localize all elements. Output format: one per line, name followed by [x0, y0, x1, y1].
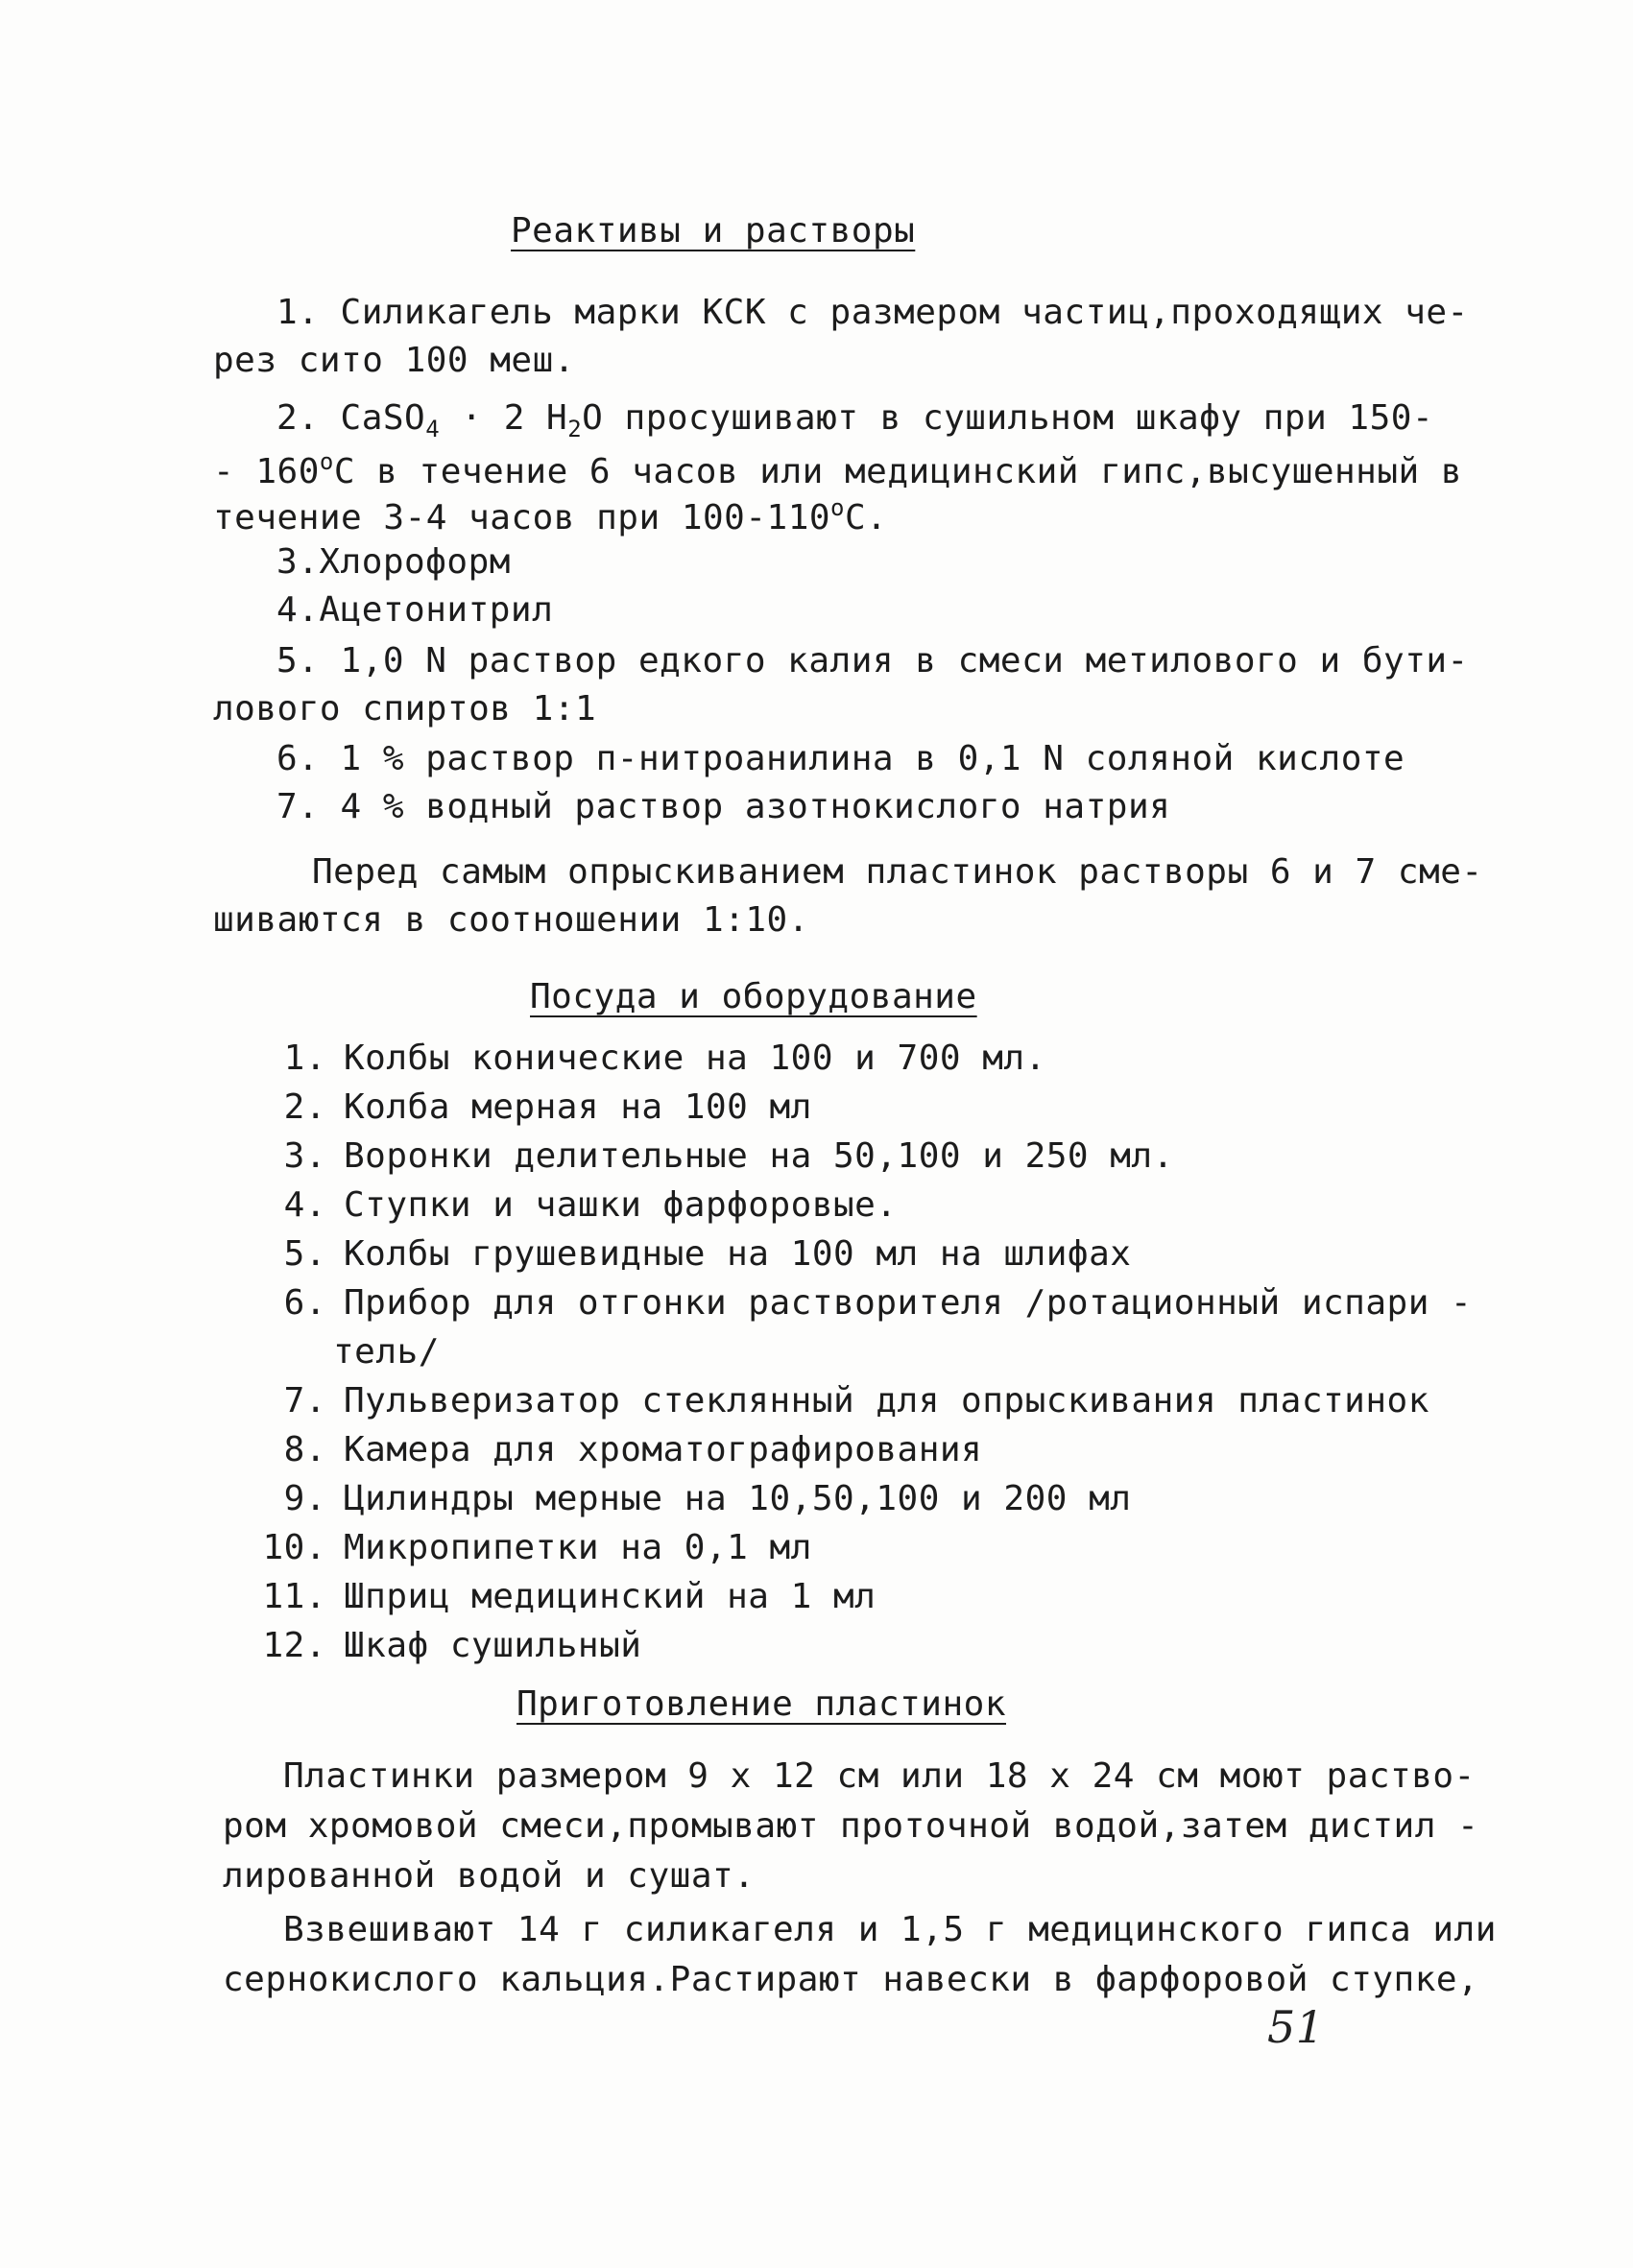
- equipment-item-text: Шкаф сушильный: [344, 1626, 642, 1665]
- reagent-item-5-line-2: лового спиртов 1:1: [213, 689, 597, 728]
- equipment-item: [240, 1039, 1046, 1078]
- equipment-item: [240, 1136, 1174, 1176]
- equipment-item-number: 7.: [283, 1381, 326, 1420]
- equipment-item: [240, 1479, 1131, 1518]
- equipment-item-number: 5.: [283, 1234, 326, 1274]
- reagent-item-2-text: O просушивают в сушильном шкафу при 150-: [582, 398, 1434, 438]
- formula-water: · 2 H: [440, 398, 568, 438]
- page-number: 51: [1267, 2001, 1325, 2053]
- equipment-item-text: Прибор для отгонки растворителя /ротационный испари -: [344, 1283, 1473, 1323]
- degree-sign: o: [319, 448, 334, 475]
- equipment-item-text: Цилиндры мерные на 10,50,100 и 200 мл: [344, 1479, 1132, 1518]
- reagent-item-5-line-1: 5. 1,0 N раствор едкого калия в смеси метилового и бути-: [276, 641, 1469, 680]
- reagent-item-2-text: С.: [845, 498, 888, 537]
- reagent-item-2-line-2: [213, 448, 1462, 491]
- equipment-item: [240, 1283, 1472, 1323]
- equipment-item: [240, 1577, 876, 1616]
- equipment-item-number: 4.: [283, 1185, 326, 1225]
- equipment-item: [240, 1626, 641, 1665]
- equipment-item: [240, 1185, 898, 1225]
- equipment-item-text: тель/: [333, 1332, 440, 1372]
- equipment-item-text: Микропипетки на 0,1 мл: [344, 1528, 812, 1567]
- reagent-item-4: 4.Ацетонитрил: [276, 590, 554, 630]
- equipment-item: [240, 1087, 812, 1127]
- equipment-item-number: 3.: [283, 1136, 326, 1176]
- equipment-item-text: Камера для хроматографирования: [344, 1430, 983, 1469]
- reagent-item-2-line-3: [213, 494, 887, 537]
- equipment-item-number: 10.: [262, 1528, 326, 1567]
- note-line-2: шиваются в соотношении 1:10.: [213, 900, 809, 940]
- reagent-item-2-text: течение 3-4 часов при 100-110: [213, 498, 831, 537]
- paragraph-2-line-2: сернокислого кальция.Растирают навески в фарфоровой ступке,: [223, 1960, 1479, 1999]
- equipment-item-text: Колбы конические на 100 и 700 мл.: [344, 1039, 1046, 1078]
- formula-caso4: 2. CaSO: [276, 398, 426, 438]
- equipment-item-number: 8.: [283, 1430, 326, 1469]
- reagent-item-2-line-1: [276, 398, 1433, 442]
- equipment-item: [240, 1234, 1131, 1274]
- subscript: 2: [567, 416, 583, 442]
- section-title-equipment: Посуда и оборудование: [530, 977, 977, 1016]
- reagent-item-1-line-1: 1. Силикагель марки КСК с размером частиц,проходящих че-: [276, 293, 1469, 332]
- reagent-item-3: 3.Хлороформ: [276, 542, 511, 582]
- degree-sign: o: [830, 494, 845, 521]
- equipment-item: [240, 1528, 812, 1567]
- note-line-1: Перед самым опрыскиванием пластинок растворы 6 и 7 сме-: [312, 852, 1483, 892]
- reagent-item-1-line-2: рез сито 100 меш.: [213, 341, 575, 380]
- equipment-item: [240, 1381, 1429, 1420]
- paragraph-1-line-1: Пластинки размером 9 х 12 см или 18 х 24 см моют раство-: [283, 1756, 1476, 1796]
- equipment-item-text: Воронки делительные на 50,100 и 250 мл.: [344, 1136, 1174, 1176]
- paragraph-2-line-1: Взвешивают 14 г силикагеля и 1,5 г медицинского гипса или: [283, 1910, 1497, 1949]
- paragraph-1-line-3: лированной водой и сушат.: [223, 1856, 756, 1896]
- equipment-item-text: Ступки и чашки фарфоровые.: [344, 1185, 898, 1225]
- equipment-item: [240, 1430, 982, 1469]
- equipment-item-number: 6.: [283, 1283, 326, 1323]
- reagent-item-6: 6. 1 % раствор п-нитроанилина в 0,1 N соляной кислоте: [276, 739, 1405, 778]
- equipment-item-text: Пульверизатор стеклянный для опрыскивания пластинок: [344, 1381, 1429, 1420]
- reagent-item-7: 7. 4 % водный раствор азотнокислого натрия: [276, 787, 1171, 826]
- equipment-item-text: Колба мерная на 100 мл: [344, 1087, 812, 1127]
- equipment-item-number: 12.: [262, 1626, 326, 1665]
- equipment-item: [333, 1332, 440, 1372]
- reagent-item-2-text: - 160: [213, 452, 320, 491]
- equipment-item-text: Колбы грушевидные на 100 мл на шлифах: [344, 1234, 1132, 1274]
- equipment-item-number: 9.: [283, 1479, 326, 1518]
- equipment-item-number: 11.: [262, 1577, 326, 1616]
- equipment-item-text: Шприц медицинский на 1 мл: [344, 1577, 877, 1616]
- section-title-plate-preparation: Приготовление пластинок: [516, 1684, 1006, 1724]
- equipment-item-number: 2.: [283, 1087, 326, 1127]
- reagent-item-2-text: С в течение 6 часов или медицинский гипс,высушенный в: [333, 452, 1463, 491]
- equipment-item-number: 1.: [283, 1039, 326, 1078]
- section-title-reagents: Реактивы и растворы: [511, 211, 916, 251]
- paragraph-1-line-2: ром хромовой смеси,промывают проточной водой,затем дистил -: [223, 1806, 1479, 1846]
- subscript: 4: [425, 416, 441, 442]
